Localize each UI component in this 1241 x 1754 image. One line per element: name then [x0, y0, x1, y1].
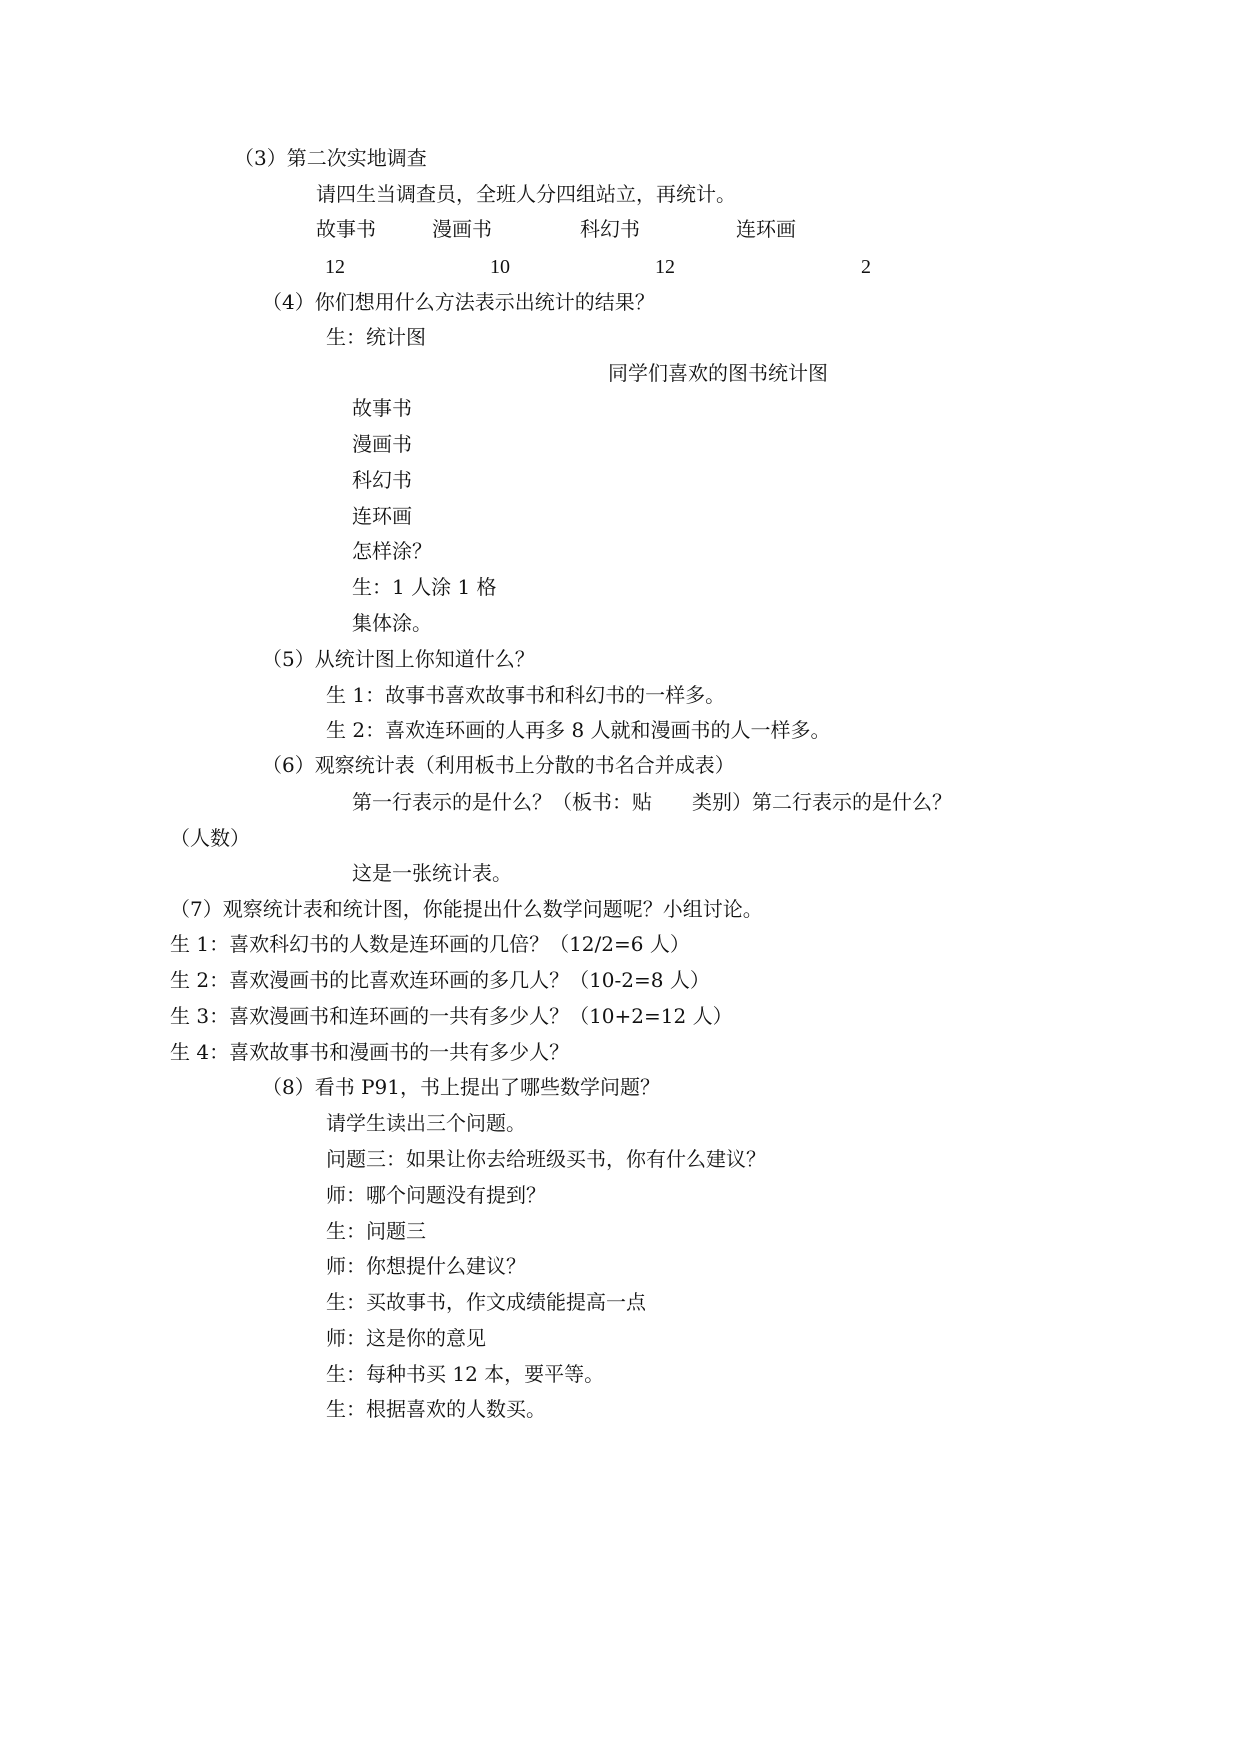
section-5-heading: （5）从统计图上你知道什么？	[262, 647, 535, 671]
student-3-question: 生 3：喜欢漫画书和连环画的一共有多少人？（10+2=12 人）	[170, 1004, 733, 1028]
section-7-heading: （7）观察统计表和统计图，你能提出什么数学问题呢？小组讨论。	[170, 897, 763, 921]
chart-label-comic-books: 漫画书	[352, 432, 412, 456]
dialogue-line: 师：你想提什么建议？	[326, 1254, 526, 1278]
count-story-books: 12	[325, 256, 345, 278]
section-4-heading: （4）你们想用什么方法表示出统计的结果？	[262, 290, 655, 314]
table-conclusion: 这是一张统计表。	[352, 861, 512, 885]
section-6-heading: （6）观察统计表（利用板书上分散的书名合并成表）	[262, 753, 735, 777]
category-picture-books: 连环画	[736, 217, 796, 241]
category-story-books: 故事书	[316, 217, 376, 241]
dialogue-line: 师：哪个问题没有提到？	[326, 1183, 546, 1207]
dialogue-line: 师：这是你的意见	[326, 1326, 486, 1350]
dialogue-line: 生：买故事书，作文成绩能提高一点	[326, 1290, 646, 1314]
count-comic-books: 10	[490, 256, 510, 278]
group-coloring: 集体涂。	[352, 611, 432, 635]
dialogue-line: 生：每种书买 12 本，要平等。	[326, 1362, 605, 1386]
section-3-heading: （3）第二次实地调查	[234, 146, 427, 170]
student-1-observation: 生 1：故事书喜欢故事书和科幻书的一样多。	[326, 683, 726, 707]
dialogue-line: 生：根据喜欢的人数买。	[326, 1397, 546, 1421]
table-row-question: 第一行表示的是什么？（板书：贴 类别）第二行表示的是什么？	[352, 790, 952, 814]
dialogue-line: 生：问题三	[326, 1219, 426, 1243]
chart-label-story-books: 故事书	[352, 396, 412, 420]
chart-title: 同学们喜欢的图书统计图	[608, 361, 828, 385]
coloring-question: 怎样涂？	[352, 539, 432, 563]
table-row-question-continued: （人数）	[170, 826, 250, 850]
coloring-answer: 生：1 人涂 1 格	[352, 575, 497, 599]
dialogue-line: 问题三：如果让你去给班级买书，你有什么建议？	[326, 1147, 766, 1171]
count-picture-books: 2	[861, 256, 871, 278]
dialogue-line: 请学生读出三个问题。	[326, 1111, 526, 1135]
category-scifi-books: 科幻书	[580, 217, 640, 241]
student-2-observation: 生 2：喜欢连环画的人再多 8 人就和漫画书的人一样多。	[326, 718, 831, 742]
category-comic-books: 漫画书	[432, 217, 492, 241]
count-scifi-books: 12	[655, 256, 675, 278]
student-1-question: 生 1：喜欢科幻书的人数是连环画的几倍？（12/2=6 人）	[170, 932, 690, 956]
student-answer-chart: 生：统计图	[326, 325, 426, 349]
chart-label-picture-books: 连环画	[352, 504, 412, 528]
student-4-question: 生 4：喜欢故事书和漫画书的一共有多少人？	[170, 1040, 570, 1064]
section-8-heading: （8）看书 P91，书上提出了哪些数学问题？	[262, 1075, 660, 1099]
survey-instruction: 请四生当调查员，全班人分四组站立，再统计。	[316, 182, 736, 206]
chart-label-scifi-books: 科幻书	[352, 468, 412, 492]
student-2-question: 生 2：喜欢漫画书的比喜欢连环画的多几人？（10-2=8 人）	[170, 968, 710, 992]
